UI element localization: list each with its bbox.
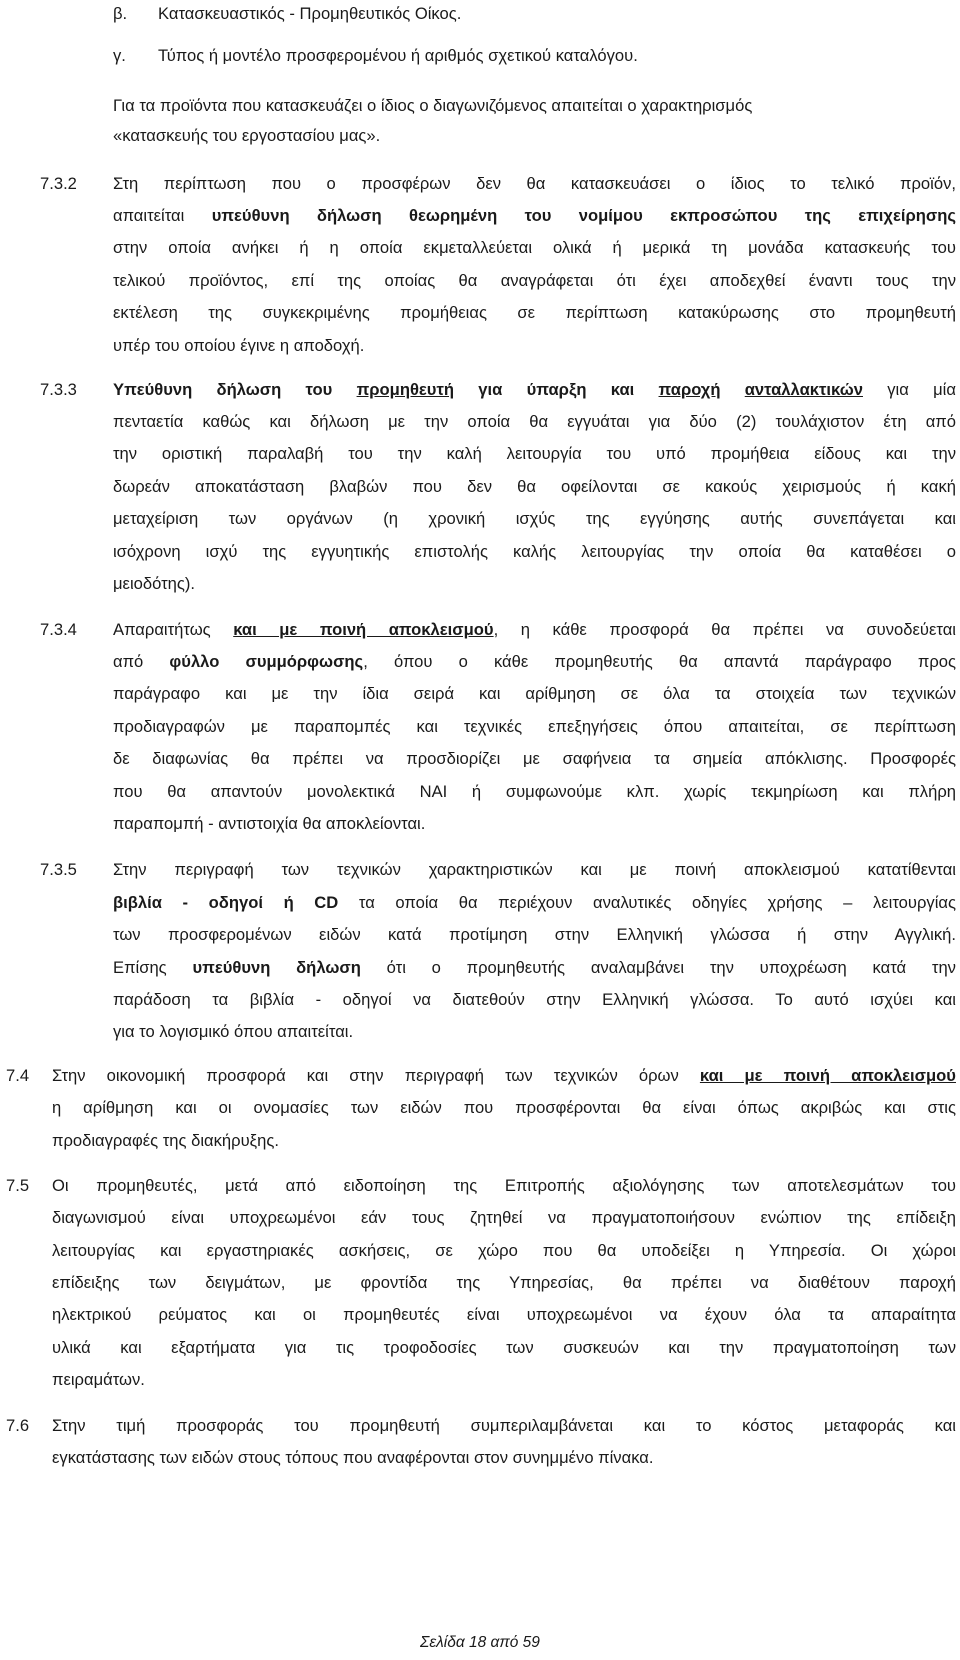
paragraph-line: επίδειξης των δειγμάτων, με φροντίδα της Υπηρεσίας, θα πρέπει να διαθέτουν παροχή (52, 1273, 956, 1292)
paragraph-line: βιβλία - οδηγοί ή CD τα οποία θα περιέχουν αναλυτικές οδηγίες χρήσης – λειτουργίας (113, 893, 956, 912)
note-line: Για τα προϊόντα που κατασκευάζει ο ίδιος ο διαγωνιζόμενος απαιτείται ο χαρακτηρισμός (113, 96, 753, 115)
paragraph-line: Απαραιτήτως και με ποινή αποκλεισμού, η κάθε προσφορά θα πρέπει να συνοδεύεται (113, 620, 956, 639)
section-number-7-6: 7.6 (6, 1416, 30, 1435)
paragraph-line: διαγωνισμού είναι υποχρεωμένοι εάν τους ζητηθεί να πραγματοποιήσουν ενώπιον της επίδειξη (52, 1208, 956, 1227)
paragraph-line: Οι προμηθευτές, μετά από ειδοποίηση της Επιτροπής αξιολόγησης των αποτελεσμάτων του (52, 1176, 956, 1195)
page-number-footer: Σελίδα 18 από 59 (420, 1634, 540, 1651)
paragraph-line: Υπεύθυνη δήλωση του προμηθευτή για ύπαρξη και παροχή ανταλλακτικών για μία (113, 380, 956, 399)
section-number-7-5: 7.5 (6, 1176, 30, 1195)
paragraph-line: παράδοση τα βιβλία - οδηγοί να διατεθούν στην Ελληνική γλώσσα. Το αυτό ισχύει και (113, 990, 956, 1009)
note-line: «κατασκευής του εργοστασίου μας». (113, 126, 381, 145)
paragraph-line: υλικά και εξαρτήματα για τις τροφοδοσίες των συσκευών και την πραγματοποίηση των (52, 1338, 956, 1357)
paragraph-line: ηλεκτρικού ρεύματος και οι προμηθευτές είναι υποχρεωμένοι να έχουν όλα τα απαραίτητα (52, 1305, 956, 1324)
paragraph-line: παραπομπή - αντιστοιχία θα αποκλείονται. (113, 814, 426, 833)
paragraph-line: την οριστική παραλαβή του την καλή λειτουργία του υπό προμήθεια είδους και την (113, 444, 956, 463)
paragraph-line: εκτέλεση της συγκεκριμένης προμήθειας σε περίπτωση κατακύρωσης στο προμηθευτή (113, 303, 956, 322)
paragraph-line: λειτουργίας και εργαστηριακές ασκήσεις, σε χώρο που θα υποδείξει η Υπηρεσία. Οι χώροι (52, 1241, 956, 1260)
section-number-7-3-4: 7.3.4 (40, 620, 77, 639)
paragraph-line: μεταχείριση των οργάνων (η χρονική ισχύς της εγγύησης αυτής συνεπάγεται και (113, 509, 956, 528)
paragraph-line: πενταετία καθώς και δήλωση με την οποία θα εγγυάται για δύο (2) τουλάχιστον έτη από (113, 412, 956, 431)
paragraph-line: πειραμάτων. (52, 1370, 145, 1389)
paragraph-line: υπέρ του οποίου έγινε η αποδοχή. (113, 336, 365, 355)
underlined-bold-phrase: και με ποινή αποκλεισμού (233, 620, 494, 639)
paragraph-line: ισόχρονη ισχύ της εγγυητικής επιστολής καλής λειτουργίας την οποία θα καταθέσει ο (113, 542, 956, 561)
section-number-7-3-2: 7.3.2 (40, 174, 77, 193)
paragraph-line: δωρεάν αποκατάσταση βλαβών που δεν θα οφείλονται σε κακούς χειρισμούς ή κακή (113, 477, 956, 496)
paragraph-line: παράγραφο και με την ίδια σειρά και αρίθμηση σε όλα τα στοιχεία των τεχνικών (113, 684, 956, 703)
paragraph-line: προδιαγραφές της διακήρυξης. (52, 1131, 279, 1150)
paragraph-line: που θα απαντούν μονολεκτικά ΝΑΙ ή συμφωνούμε κλπ. χωρίς τεκμηρίωση και πλήρη (113, 782, 956, 801)
paragraph-line: δε διαφωνίας θα πρέπει να προσδιορίζει με σαφήνεια τα σημεία απόκλισης. Προσφορές (113, 749, 956, 768)
paragraph-line: στην οποία ανήκει ή η οποία εκμεταλλεύεται ολικά ή μερικά τη μονάδα κατασκευής του (113, 238, 956, 257)
paragraph-line: Στη περίπτωση που ο προσφέρων δεν θα κατασκευάσει ο ίδιος το τελικό προϊόν, (113, 174, 956, 193)
section-number-7-3-5: 7.3.5 (40, 860, 77, 879)
paragraph-line: Στην τιμή προσφοράς του προμηθευτή συμπεριλαμβάνεται και το κόστος μεταφοράς και (52, 1416, 956, 1435)
section-number-7-3-3: 7.3.3 (40, 380, 77, 399)
paragraph-line: Στην περιγραφή των τεχνικών χαρακτηριστικών και με ποινή αποκλεισμού κατατίθενται (113, 860, 956, 879)
paragraph-line: τελικού προϊόντος, επί της οποίας θα αναγράφεται ότι έχει αποδεχθεί έναντι τους την (113, 271, 956, 290)
paragraph-line: Στην οικονομική προσφορά και στην περιγραφή των τεχνικών όρων και με ποινή αποκλεισμού (52, 1066, 956, 1085)
paragraph-line: απαιτείται υπεύθυνη δήλωση θεωρημένη του νομίμου εκπροσώπου της επιχείρησης (113, 206, 956, 225)
item-label-gamma: γ. (113, 46, 126, 65)
item-text-beta: Κατασκευαστικός - Προμηθευτικός Οίκος. (158, 4, 462, 23)
item-text-gamma: Τύπος ή μοντέλο προσφερομένου ή αριθμός σχετικού καταλόγου. (158, 46, 638, 65)
paragraph-line: για το λογισμικό όπου απαιτείται. (113, 1022, 354, 1041)
paragraph-line: μειοδότης). (113, 574, 196, 593)
paragraph-line: των προσφερομένων ειδών κατά προτίμηση στην Ελληνική γλώσσα ή στην Αγγλική. (113, 925, 956, 944)
paragraph-line: προδιαγραφών με παραπομπές και τεχνικές επεξηγήσεις όπου απαιτείται, σε περίπτωση (113, 717, 956, 736)
paragraph-line: εγκατάστασης των ειδών στους τόπους που αναφέρονται στον συνημμένο πίνακα. (52, 1448, 654, 1467)
section-number-7-4: 7.4 (6, 1066, 30, 1085)
bold-phrase: υπεύθυνη δήλωση θεωρημένη του νομίμου εκπροσώπου της επιχείρησης (211, 206, 956, 225)
paragraph-line: από φύλλο συμμόρφωσης, όπου ο κάθε προμηθευτής θα απαντά παράγραφο προς (113, 652, 957, 671)
item-label-beta: β. (113, 4, 128, 23)
paragraph-line: η αρίθμηση και οι ονομασίες των ειδών που προσφέρονται θα είναι όπως ακριβώς και στις (52, 1098, 956, 1117)
paragraph-line: Επίσης υπεύθυνη δήλωση ότι ο προμηθευτής αναλαμβάνει την υποχρέωση κατά την (113, 958, 956, 977)
